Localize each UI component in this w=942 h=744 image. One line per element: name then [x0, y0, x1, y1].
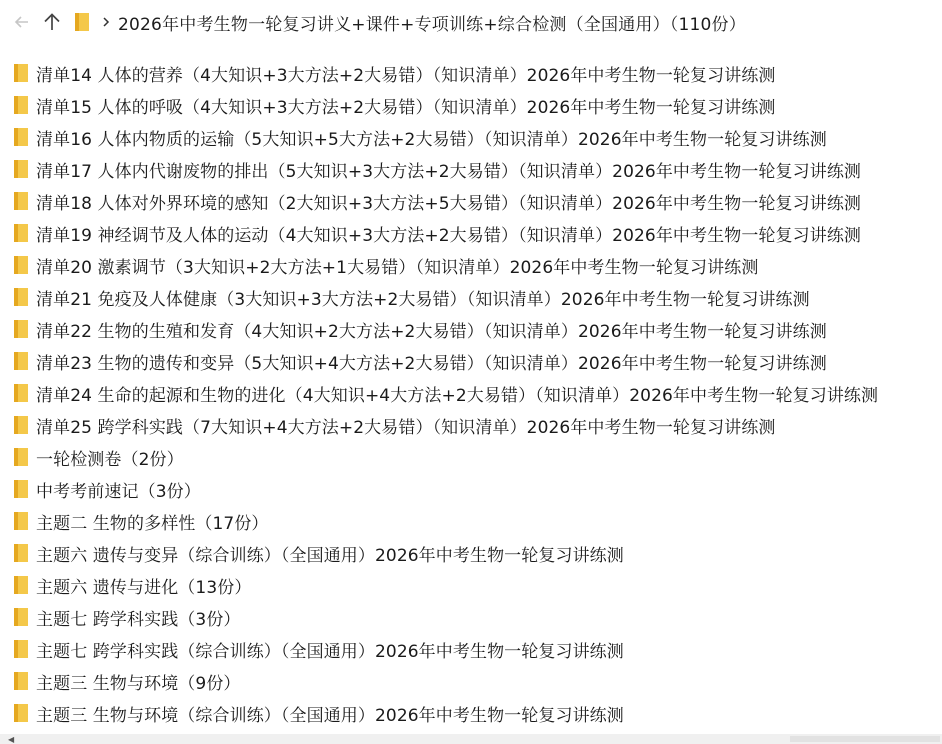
list-item[interactable] — [0, 217, 942, 249]
folder-icon — [13, 64, 29, 82]
list-item[interactable] — [0, 569, 942, 601]
address-path[interactable]: 2026年中考生物一轮复习讲义+课件+专项训练+综合检测（全国通用）（110份） — [118, 14, 746, 35]
item-name: 清单23 生物的遗传和变异（5大知识+4大方法+2大易错）（知识清单）2026年中考生物一轮复习讲练测 — [36, 353, 827, 374]
back-button[interactable] — [10, 8, 34, 36]
folder-icon — [13, 256, 29, 274]
list-item[interactable] — [0, 441, 942, 473]
list-item[interactable] — [0, 409, 942, 441]
list-item[interactable] — [0, 345, 942, 377]
folder-icon — [13, 416, 29, 434]
item-name: 主题六 遗传与变异（综合训练）（全国通用）2026年中考生物一轮复习讲练测 — [36, 545, 624, 566]
folder-icon — [13, 96, 29, 114]
back-arrow-icon — [14, 14, 30, 30]
list-item[interactable] — [0, 665, 942, 697]
item-name: 清单19 神经调节及人体的运动（4大知识+3大方法+2大易错）（知识清单）2026年中考生物一轮复习讲练测 — [36, 225, 862, 246]
address-bar — [0, 0, 942, 44]
folder-icon — [13, 640, 29, 658]
folder-icon — [13, 288, 29, 306]
item-name: 主题七 跨学科实践（3份） — [36, 609, 241, 630]
folder-icon — [13, 608, 29, 626]
folder-icon — [13, 192, 29, 210]
item-name: 清单18 人体对外界环境的感知（2大知识+3大方法+5大易错）（知识清单）2026年中考生物一轮复习讲练测 — [36, 193, 862, 214]
list-item[interactable] — [0, 377, 942, 409]
folder-icon — [13, 704, 29, 722]
item-name: 一轮检测卷（2份） — [36, 449, 184, 470]
scroll-left-icon[interactable]: ◀ — [8, 735, 15, 744]
address-folder-icon — [74, 12, 90, 32]
folder-icon — [13, 128, 29, 146]
item-name: 清单15 人体的呼吸（4大知识+3大方法+2大易错）（知识清单）2026年中考生物一轮复习讲练测 — [36, 97, 776, 118]
list-item[interactable] — [0, 505, 942, 537]
folder-icon — [13, 512, 29, 530]
file-list — [0, 57, 942, 729]
folder-icon — [13, 672, 29, 690]
list-item[interactable] — [0, 121, 942, 153]
item-name: 清单14 人体的营养（4大知识+3大方法+2大易错）（知识清单）2026年中考生物一轮复习讲练测 — [36, 65, 776, 86]
item-name: 清单22 生物的生殖和发育（4大知识+2大方法+2大易错）（知识清单）2026年中考生物一轮复习讲练测 — [36, 321, 827, 342]
list-item[interactable] — [0, 537, 942, 569]
list-item[interactable] — [0, 633, 942, 665]
list-item[interactable] — [0, 281, 942, 313]
item-name: 主题六 遗传与进化（13份） — [36, 577, 252, 598]
horizontal-scrollbar[interactable] — [0, 734, 942, 744]
list-item[interactable] — [0, 57, 942, 89]
folder-icon — [13, 352, 29, 370]
item-name: 主题七 跨学科实践（综合训练）（全国通用）2026年中考生物一轮复习讲练测 — [36, 641, 624, 662]
list-item[interactable] — [0, 153, 942, 185]
list-item[interactable] — [0, 697, 942, 729]
list-item[interactable] — [0, 313, 942, 345]
folder-icon — [13, 480, 29, 498]
item-name: 主题三 生物与环境（9份） — [36, 673, 241, 694]
folder-icon — [13, 448, 29, 466]
folder-icon — [13, 384, 29, 402]
list-item[interactable] — [0, 473, 942, 505]
scrollbar-thumb[interactable] — [790, 736, 940, 742]
chevron-right-icon[interactable] — [102, 16, 110, 28]
item-name: 清单24 生命的起源和生物的进化（4大知识+4大方法+2大易错）（知识清单）2026年中考生物一轮复习讲练测 — [36, 385, 879, 406]
item-name: 主题二 生物的多样性（17份） — [36, 513, 269, 534]
folder-icon — [13, 320, 29, 338]
folder-icon — [13, 576, 29, 594]
up-arrow-icon — [43, 12, 61, 32]
item-name: 清单20 激素调节（3大知识+2大方法+1大易错）（知识清单）2026年中考生物一轮复习讲练测 — [36, 257, 759, 278]
item-name: 清单16 人体内物质的运输（5大知识+5大方法+2大易错）（知识清单）2026年中考生物一轮复习讲练测 — [36, 129, 827, 150]
list-item[interactable] — [0, 249, 942, 281]
up-button[interactable] — [40, 8, 64, 36]
list-item[interactable] — [0, 185, 942, 217]
item-name: 清单25 跨学科实践（7大知识+4大方法+2大易错）（知识清单）2026年中考生物一轮复习讲练测 — [36, 417, 776, 438]
item-name: 清单21 免疫及人体健康（3大知识+3大方法+2大易错）（知识清单）2026年中考生物一轮复习讲练测 — [36, 289, 810, 310]
list-item[interactable] — [0, 89, 942, 121]
item-name: 清单17 人体内代谢废物的排出（5大知识+3大方法+2大易错）（知识清单）2026年中考生物一轮复习讲练测 — [36, 161, 862, 182]
item-name: 主题三 生物与环境（综合训练）（全国通用）2026年中考生物一轮复习讲练测 — [36, 705, 624, 726]
folder-icon — [13, 160, 29, 178]
folder-icon — [13, 544, 29, 562]
folder-icon — [13, 224, 29, 242]
item-name: 中考考前速记（3份） — [36, 481, 201, 502]
list-item[interactable] — [0, 601, 942, 633]
